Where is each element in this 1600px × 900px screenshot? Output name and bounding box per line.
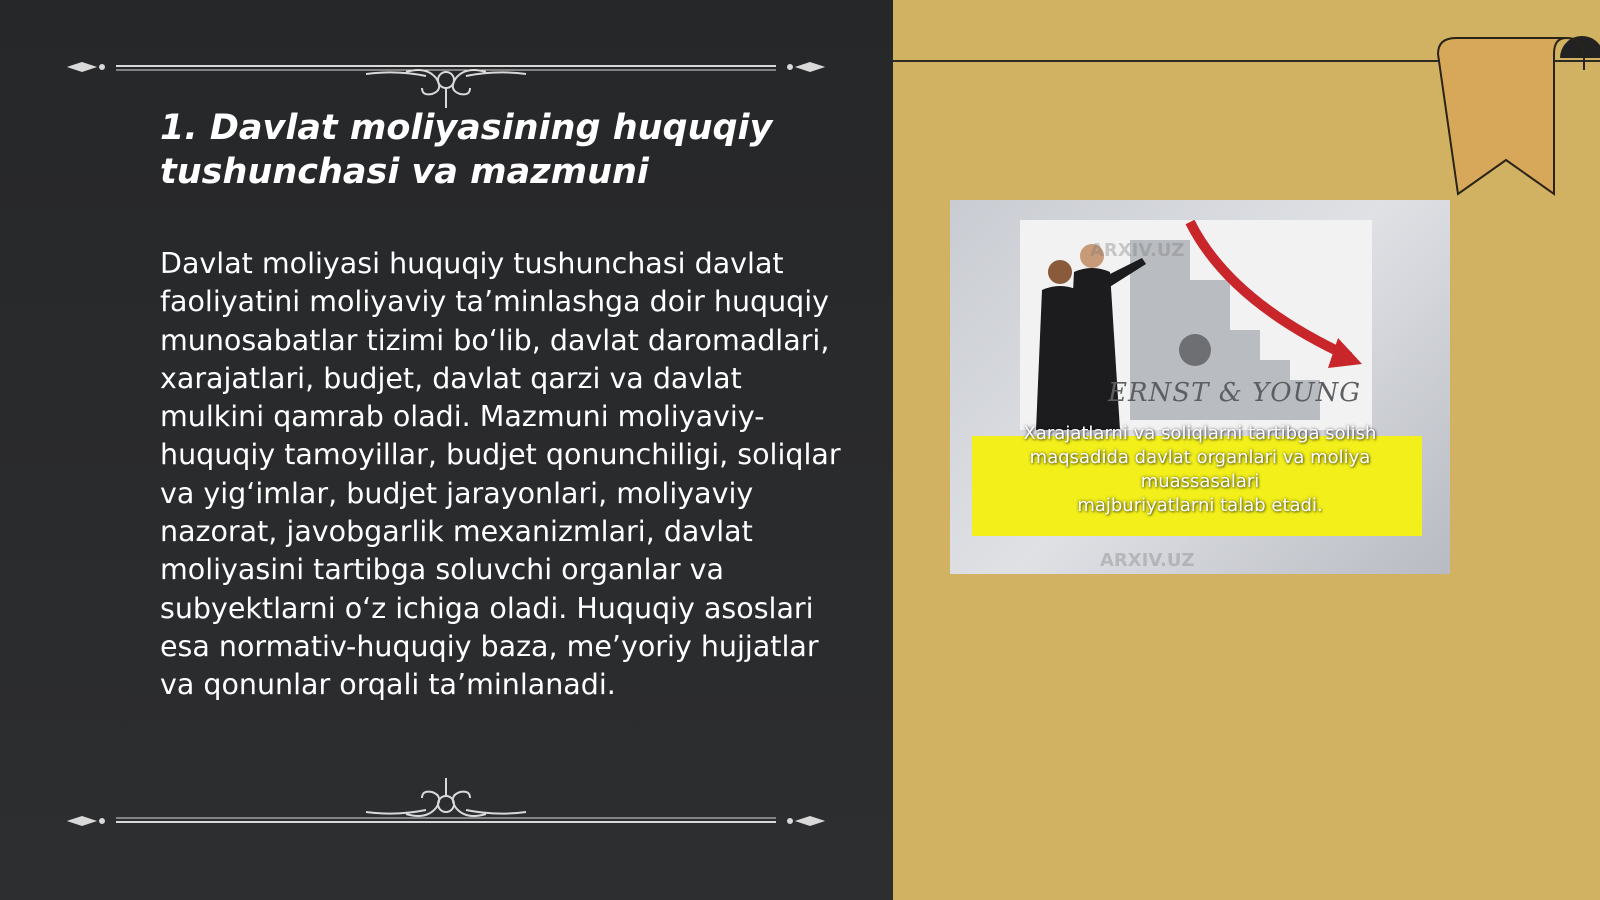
slide-body-text: Davlat moliyasi huquqiy tushunchasi davlat faoliyatini moliyaviy ta’minlashga doir huquqiy munosabatlar tizimi bo‘lib, davlat daromadlari, xarajatlari, budjet, davlat qarzi va davlat mulkini qamrab oladi. Mazmuni moliyaviy-huquqiy tamoyillar, budjet qonunchiligi, soliqlar va yig‘imlar, budjet jarayonlari, moliyaviy nazorat, javobgarlik mexanizmlari, davlat moliyasini tartibga soluvchi organlar va subyektlarni o‘z ichiga oladi. Huquqiy asoslari esa normativ-huquqiy baza, me’yoriy hujjatlar va qonunlar orqali ta’minlanadi. [160, 247, 841, 702]
slide-title: 1. Davlat moliyasining huquqiy tushunchasi va mazmuni [160, 108, 773, 192]
bottom-ornament-divider-icon [66, 776, 826, 836]
photo-watermark-bottom: ARXIV.UZ [1100, 550, 1195, 571]
top-ornament-divider-icon [66, 50, 826, 110]
photo-caption: Xarajatlarni va soliqlarni tartibga solish maqsadida davlat organlari va moliya muassasalari majburiyatlarni talab etadi. [1023, 423, 1377, 516]
photo-watermark-top: ARXIV.UZ [1090, 240, 1185, 261]
slide-photo [950, 200, 1450, 574]
bookmark-ribbon-icon [1430, 34, 1600, 200]
photo-business-scene [1020, 220, 1372, 430]
photo-logo-text: ERNST & YOUNG [1108, 378, 1362, 408]
